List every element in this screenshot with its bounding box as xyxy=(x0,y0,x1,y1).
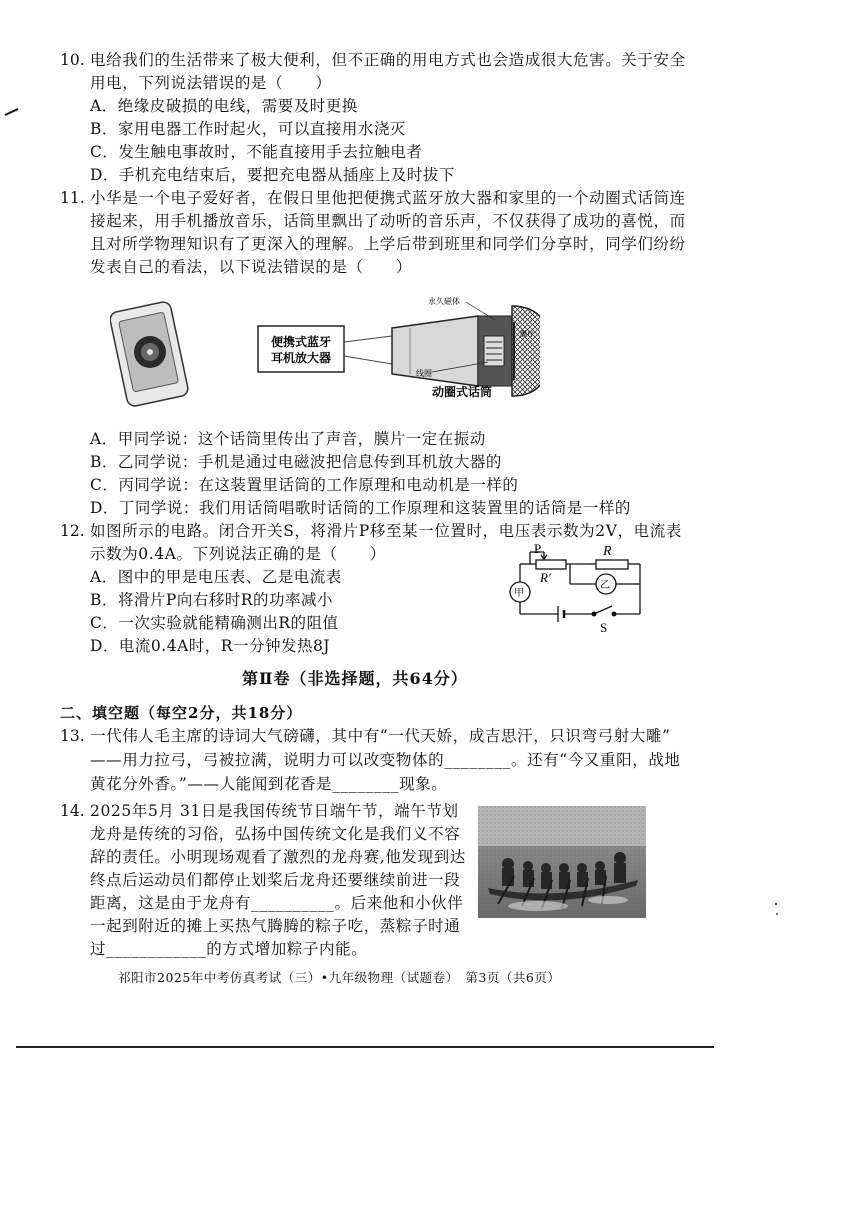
q11-stem-line4: 发表自己的看法，以下说法错误的是（ ） xyxy=(90,258,413,276)
label-yi: 乙 xyxy=(600,580,610,591)
scan-mark xyxy=(4,105,20,117)
q12-number: 12. xyxy=(60,522,85,540)
q14-line6: 一起到附近的摊上买热气腾腾的粽子吃，蒸粽子时通 xyxy=(90,917,461,935)
amplifier-box xyxy=(258,326,344,372)
q14-line1: 2025年5月 31日是我国传统节日端午节，端午节划 xyxy=(90,802,459,820)
q10-option-c: C．发生触电事故时，不能直接用手去拉触电者 xyxy=(90,143,423,161)
q14-line4: 终点后运动员们都停止划桨后龙舟还要继续前进一段 xyxy=(90,871,461,889)
q13-line3: 黄花分外香。”——人能闻到花香是________现象。 xyxy=(90,775,448,793)
label-r: R xyxy=(603,544,612,559)
q12-circuit-diagram xyxy=(500,542,660,634)
q10-number: 10. xyxy=(60,51,85,69)
amp-label-1: 便携式蓝牙 xyxy=(270,335,332,349)
q12-stem-line2: 示数为0.4A。下列说法正确的是（ ） xyxy=(90,545,386,563)
label-jia: 甲 xyxy=(514,588,524,599)
q11-stem-line3: 且对所学物理知识有了更深入的理解。上学后带到班里和同学们分享时，同学们纷纷 xyxy=(90,235,686,253)
label-coil: 线圈 xyxy=(416,369,432,378)
label-s: S xyxy=(600,620,608,634)
circuit-svg xyxy=(500,542,660,634)
resistor-r xyxy=(596,560,628,569)
label-magnet: 永久磁体 xyxy=(428,297,460,306)
q13-line1: 一代伟人毛主席的诗词大气磅礴，其中有“一代天娇，成吉思汗，只识弯弓射大雕” xyxy=(90,727,671,745)
q12-option-c: C．一次实验就能精确测出R的阻值 xyxy=(90,614,339,632)
q12-option-d: D．电流0.4A时，R一分钟发热8J xyxy=(90,637,331,655)
scan-edge-line xyxy=(16,1046,714,1048)
mic-caption: 动圈式话筒 xyxy=(432,385,493,399)
phone-icon xyxy=(110,301,189,408)
q11-option-d: D．丁同学说：我们用话筒唱歌时话筒的工作原理和这装置里的话筒是一样的 xyxy=(90,499,631,517)
q10-option-d: D．手机充电结束后，要把充电器从插座上及时拔下 xyxy=(90,166,455,184)
amp-label-2: 耳机放大器 xyxy=(270,351,332,365)
q12-stem-line1: 如图所示的电路。闭合开关S，将滑片P移至某一位置时，电压表示数为2V，电流表 xyxy=(90,522,682,540)
q10-option-b: B．家用电器工作时起火，可以直接用水浇灭 xyxy=(90,120,406,138)
q12-option-a: A．图中的甲是电压表、乙是电流表 xyxy=(90,568,342,586)
q14-line2: 龙舟是传统的习俗，弘扬中国传统文化是我们义不容 xyxy=(90,825,461,843)
q10-stem-line1: 电给我们的生活带来了极大便利，但不正确的用电方式也会造成很大危害。关于安全 xyxy=(90,51,686,69)
q11-stem-line2: 接起来，用手机播放音乐，话筒里飘出了动听的音乐声，不仅获得了成功的喜悦，而 xyxy=(90,212,686,230)
q11-figure xyxy=(110,292,540,412)
label-rprime: R′ xyxy=(540,570,551,585)
rheostat xyxy=(536,560,566,569)
q14-number: 14. xyxy=(60,802,85,820)
q11-option-b: B．乙同学说：手机是通过电磁波把信息传到耳机放大器的 xyxy=(90,453,502,471)
mesh-head xyxy=(512,306,540,396)
q11-option-c: C．丙同学说：在这装置里话筒的工作原理和电动机是一样的 xyxy=(90,476,519,494)
dragon-boat-image xyxy=(478,806,646,918)
q10-stem-line2: 用电，下列说法错误的是（ ） xyxy=(90,74,332,92)
q13-number: 13. xyxy=(60,727,85,745)
microphone-setup-illustration xyxy=(110,292,540,412)
stray-dots xyxy=(772,900,780,922)
mic-handle xyxy=(392,316,478,386)
q10-option-a: A．绝缘皮破损的电线，需要及时更换 xyxy=(90,97,358,115)
q11-option-a: A．甲同学说：这个话筒里传出了声音，膜片一定在振动 xyxy=(90,430,486,448)
q12-option-b: B．将滑片P向右移时R的功率减小 xyxy=(90,591,333,609)
q13-line2: ——用力拉弓，弓被拉满，说明力可以改变物体的________。还有“今又重阳，战地 xyxy=(90,751,681,769)
coil xyxy=(484,336,504,366)
dragon-boat-photo xyxy=(478,806,646,918)
label-p: P xyxy=(534,542,542,556)
part2-heading: 第Ⅱ卷（非选择题，共64分） xyxy=(242,669,468,688)
cable xyxy=(344,336,392,342)
switch xyxy=(594,606,612,614)
section2-heading: 二、填空题（每空2分，共18分） xyxy=(60,704,303,722)
q11-stem-line1: 小华是一个电子爱好者，在假日里他把便携式蓝牙放大器和家里的一个动圈式话筒连 xyxy=(90,189,686,207)
q14-line5: 距离，这是由于龙舟有__________。后来他和小伙伴 xyxy=(90,894,464,912)
q14-line7: 过____________的方式增加粽子内能。 xyxy=(90,940,368,958)
q11-number: 11. xyxy=(60,189,85,207)
label-membrane: 膜片 xyxy=(520,331,534,338)
page-footer: 祁阳市2025年中考仿真考试（三）•九年级物理（试题卷） 第3页（共6页） xyxy=(118,970,561,985)
q14-line3: 辞的责任。小明现场观看了激烈的龙舟赛,他发现到达 xyxy=(90,848,466,866)
